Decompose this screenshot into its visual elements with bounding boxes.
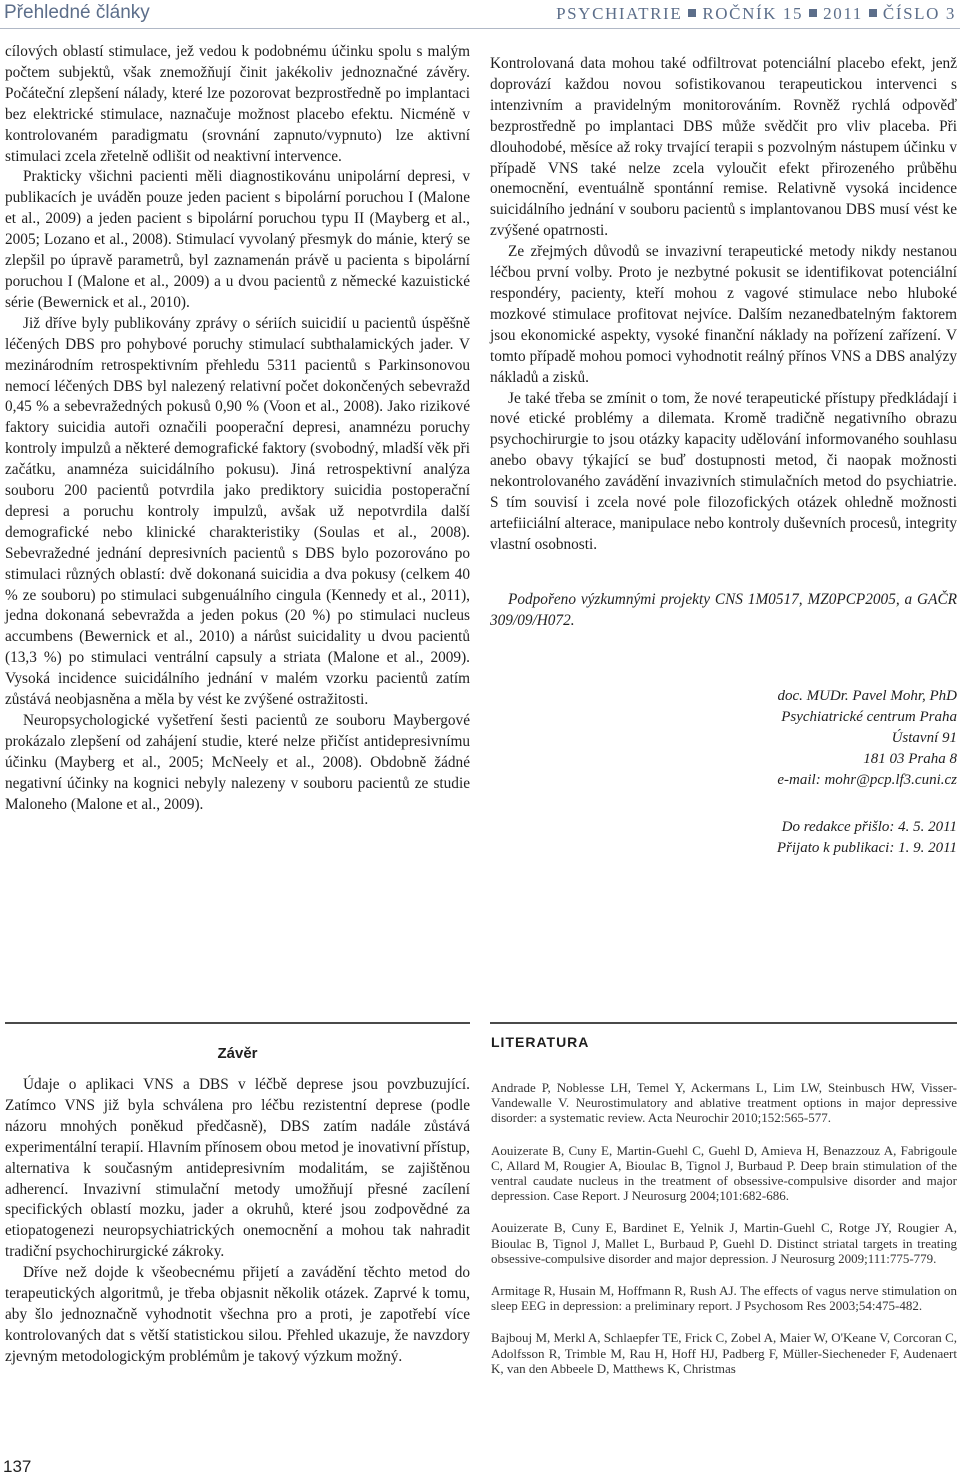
accepted-date: Přijato k publikaci: 1. 9. 2011 xyxy=(776,839,957,856)
reference-item: Aouizerate B, Cuny E, Bardinet E, Yelnik J, Martin-Guehl C, Rotge JY, Rougier A, Bioulac B, Tignol J, Mallet L, Burbaud P, Guehl D. Distinct striatal targets in treating obsessive-compulsive disorder and major depression. J Neurosurg 2009;111:775-779. xyxy=(491,1220,957,1266)
issue-label: ČÍSLO 3 xyxy=(882,4,956,23)
author-block xyxy=(490,686,957,791)
page-number: 137 xyxy=(3,1457,32,1476)
journal-name: PSYCHIATRIE xyxy=(556,4,683,23)
author-street: Ústavní 91 xyxy=(891,729,957,746)
paragraph: Ze zřejmých důvodů se invazivní terapeutické metody nikdy nestanou léčbou první volby. Proto je nezbytné pokusit se identifikovat potenciální respondéry, pacienty, kteří mohou z vagové stimulace nebo hluboké mozkové stimulace profitovat nejvíce. Dalším nezanedbatelným faktorem jsou ekonomické aspekty, vysoké finanční náklady na pořízení zařízení. V tomto případě mohou pomoci vyhodnotit reálný přínos VNS a DBS analýzy nákladů a zisků. xyxy=(490,243,957,386)
section-divider xyxy=(5,1022,470,1024)
paragraph: Dříve než dojde k všeobecnému přijetí a zavádění těchto metod do terapeutických algoritmů, je třeba objasnit několik otázek. Zaprvé k tomu, aby šlo jednoznačně vyhodnotit všechna pro a proti, je zapotřebí více kontrolovaných dat s větší statistickou silou. Přehled ukazuje, že navzdory zjevným metodologickým problémům je takový výzkum možný. xyxy=(5,1264,470,1365)
paragraph: Prakticky všichni pacienti měli diagnostikovánu unipolární depresi, v publikacích je uváděn pouze jeden pacient s bipolární poruchou I (Malone et al., 2009) a jeden pacient s bipolární poruchou typu II (Mayberg et al., 2005; Lozano et al., 2008). Stimulací vyvolaný přesmyk do mánie, který se zlepšil po úpravě parametrů, byl zaznamenán právě u pacienta s bipolární poruchou I (Malone et al., 2009) a u dvou pacientů z německé kazuistické série (Bewernick et al., 2010). xyxy=(5,168,470,311)
year-label: 2011 xyxy=(823,4,863,23)
right-column xyxy=(490,54,957,859)
author-email: e-mail: mohr@pcp.lf3.cuni.cz xyxy=(777,771,957,788)
paragraph: Je také třeba se zmínit o tom, že nové terapeutické přístupy předkládají i nové etické problémy a dilemata. Kromě tradičně negativního obrazu psychochirurgie to jsou otázky kapacity udělování informovaného souhlasu anebo obavy týkající se buď dostupnosti metod, či naopak možnosti nekontrolovaného zavádění invazivních stimulačních metod do psychiatrie. S tím souvisí i zcela nové pole filozofických otázek ohledně možnosti artefiiciální alterace, manipulace nebo kontroly duševních procesů, integrity vlastní osobnosti. xyxy=(490,389,957,553)
square-separator-icon xyxy=(688,9,696,17)
section-label: Přehledné články xyxy=(4,2,150,23)
funding-note: Podpořeno výzkumnými projekty CNS 1M0517, MZ0PCP2005, a GAČR 309/09/H072. xyxy=(490,590,957,629)
reference-item: Andrade P, Noblesse LH, Temel Y, Ackermans L, Lim LW, Steinbusch HW, Visser-Vandewalle V. Neurostimulatory and ablative treatment options in major depressive disorder: a systematic review. Acta Neurochir 2010;152:565-577. xyxy=(491,1080,957,1126)
dates-block xyxy=(490,817,957,859)
reference-list xyxy=(491,1080,957,1393)
reference-item: Aouizerate B, Cuny E, Martin-Guehl C, Guehl D, Amieva H, Benazzouz A, Fabrigoule C, Allard M, Rougier A, Bioulac B, Tignol J, Burbaud P. Deep brain stimulation of the ventral caudate nucleus in the treatment of obsessive-compulsive disorder and major depression. Case Report. J Neurosurg 2004;101:682-686. xyxy=(491,1142,957,1204)
header-rule xyxy=(0,28,960,29)
paragraph: Již dříve byly publikovány zprávy o sériích suicidií u pacientů úspěšně léčených DBS pro pohybové poruchy stimulací subthalamických jader. V mezinárodním retrospektivním přehledu 5311 pacientů s Parkinsonovou nemocí léčených DBS byl nalezený relativní počet dokončených sebevražd 0,45 % a sebevražedných pokusů 0,90 % (Voon et al., 2008). Jako rizikové faktory suicidia autoři označili pooperační depresi, anamnézu poruchy kontroly impulzů a některé demografické faktory (svobodný, mladší věk při začátku, anamnéza suicidálního pokusu). Jiná retrospektivní analýza souboru 200 pacientů potvrdila jako prediktory suicidia postoperační depresi a poruchu kontroly impulzů, avšak už nepotvrdila další demografické nebo klinické charakteristiky (Soulas et al., 2008). Sebevražedné jednání depresivních pacientů s DBS bylo pozorováno po stimulaci různých oblastí: dvě dokonaná suicidia a dva pokusy (celkem 40 % ze souboru) po stimulaci subgenuálního cingula (Kennedy et al., 2011), jedna dokonaná sebevražda a jeden pokus (20 %) po stimulaci nucleus accumbens (Bewernick et al., 2010) a nárůst suicidality u dvou pacientů (13,3 %) po stimulaci ventrální capsuly a striata (Malone et al., 2009). Vysoká incidence suicidálního jednání v malém vzorku pacientů zatím zůstává neobjasněna a měla by vést ke zvýšené ostražitosti. xyxy=(5,314,470,709)
square-separator-icon xyxy=(809,9,817,17)
running-header xyxy=(0,0,960,28)
conclusion-section xyxy=(5,1075,470,1368)
square-separator-icon xyxy=(869,9,877,17)
author-name: doc. MUDr. Pavel Mohr, PhD xyxy=(777,687,957,704)
paragraph: Kontrolovaná data mohou také odfiltrovat potenciální placebo efekt, jenž doprovází každou novou sofistikovanou terapeutickou intervenci s intenzivním a pravidelným monitorováním. Rovněž rychlá odpověď bezprostředně po implantaci DBS může svědčit pro vliv placeba. Při dlouhodobé, měsíce až roky trvající terapii s pozvolným nástupem účinku v případě VNS také nelze zcela vyloučit efekt přirozeného průběhu onemocnění, eventuálně spontánní remise. Relativně vysoká incidence suicidálního jednání v souboru pacientů s implantovanou DBS musí vést ke zvýšené opatrnosti. xyxy=(490,55,957,240)
volume-label: ROČNÍK 15 xyxy=(702,4,804,23)
reference-item: Bajbouj M, Merkl A, Schlaepfer TE, Frick C, Zobel A, Maier W, O'Keane V, Corcoran C, Adolfsson R, Trimble M, Rau H, Hoff HJ, Padberg F, Müller-Siecheneder F, Audenaert K, van den Abbeele D, Matthews K, Christmas xyxy=(491,1330,957,1376)
reference-item: Armitage R, Husain M, Hoffmann R, Rush AJ. The effects of vagus nerve stimulation on sleep EEG in depression: a preliminary report. J Psychosom Res 2003;54:475-482. xyxy=(491,1283,957,1314)
author-city: 181 03 Praha 8 xyxy=(863,750,957,767)
paragraph: Neuropsychologické vyšetření šesti pacientů ze souboru Maybergové prokázalo zlepšení od zahájení studie, které nelze přičíst antidepresivnímu účinku (Mayberg et al., 2005; McNeely et al., 2008). Obdobně žádné negativní účinky na kognici nebyly nalezeny v souboru pacientů ze studie Maloneho (Malone et al., 2009). xyxy=(5,712,470,813)
paragraph: Údaje o aplikaci VNS a DBS v léčbě deprese jsou povzbuzující. Zatímco VNS již byla schválena pro léčbu rezistentní deprese (podle názoru mnohých poněkud předčasně), DBS zatím nadále zůstává experimentální terapií. Hlavním přínosem obou metod je inovativní přístup, alternativa k současným antidepresivním modalitám, se zajištěnou adherencí. Invazivní stimulační metody umožňují přesné zacílení specifických oblastí mozku, jader a okruhů, které jsou zodpovědné za etiopatogenezi neuropsychiatrických onemocnění a mohou tak nahradit tradiční psychochirurgické zákroky. xyxy=(5,1076,470,1261)
journal-info xyxy=(556,4,956,24)
conclusion-heading: Závěr xyxy=(217,1045,258,1062)
section-divider xyxy=(490,1022,957,1024)
paragraph: cílových oblastí stimulace, jež vedou k podobnému účinku spolu s malým počtem subjektů, však znemožňují činit jakékoliv jednoznačné závěry. Počáteční zlepšení nálady, které lze pozorovat bezprostředně po implantaci bez elektrické stimulace, naznačuje možnost placebo efektu. Nicméně v kontrolovaném paradigmatu (srovnání zapnuto/vypnuto) lze aktivní stimulaci zcela zřetelně odlišit od neaktivní intervence. xyxy=(5,43,470,165)
received-date: Do redakce přišlo: 4. 5. 2011 xyxy=(781,818,957,835)
author-institution: Psychiatrické centrum Praha xyxy=(781,708,957,725)
literature-heading: LITERATURA xyxy=(491,1034,590,1050)
left-column xyxy=(5,42,470,816)
